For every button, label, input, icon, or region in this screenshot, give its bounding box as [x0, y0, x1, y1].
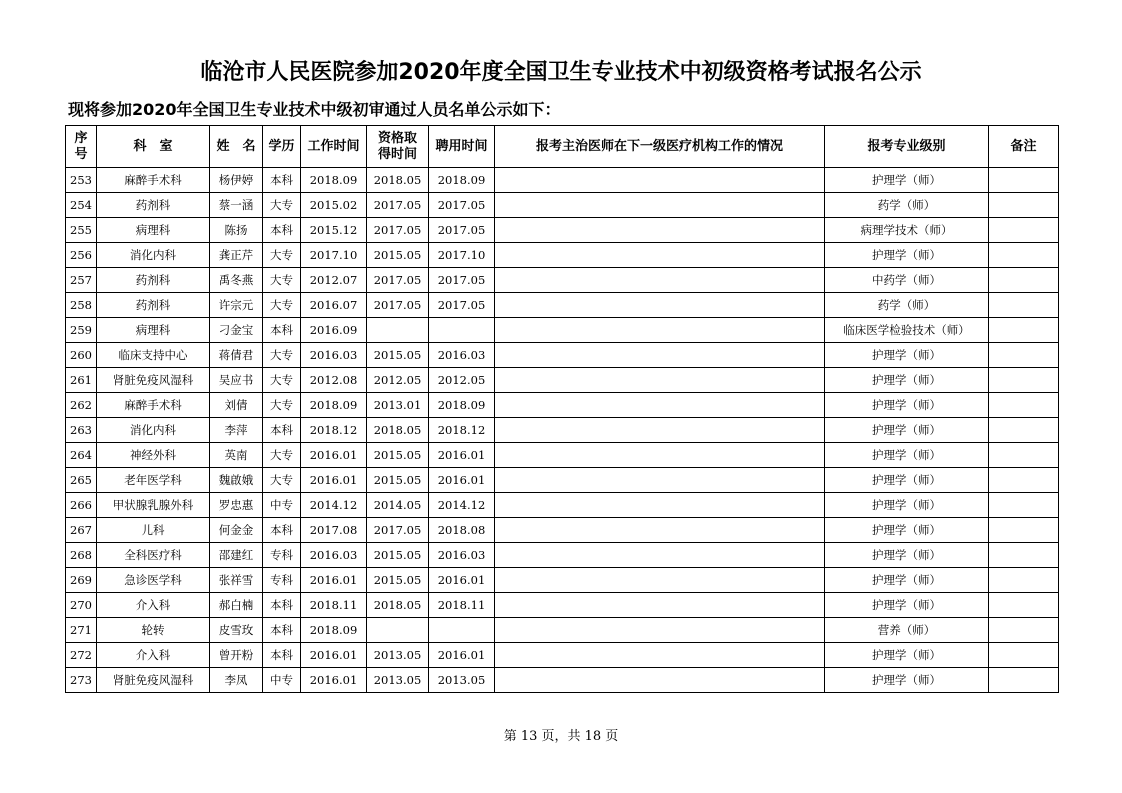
cell-hire-time: 2014.12: [429, 493, 495, 518]
cell-remark: [989, 493, 1059, 518]
cell-qual-time: 2012.05: [367, 368, 429, 393]
cell-edu: 中专: [263, 668, 301, 693]
cell-qual-time: 2017.05: [367, 518, 429, 543]
cell-dept: 儿科: [97, 518, 210, 543]
cell-edu: 大专: [263, 443, 301, 468]
cell-remark: [989, 443, 1059, 468]
cell-hire-time: [429, 618, 495, 643]
cell-lower-level: [495, 168, 825, 193]
header-dept: 科 室: [97, 126, 210, 168]
cell-edu: 大专: [263, 243, 301, 268]
cell-level: 护理学（师）: [825, 593, 989, 618]
table-row: [66, 343, 1059, 368]
cell-name: 蒋倩君: [210, 343, 263, 368]
cell-dept: 介入科: [97, 593, 210, 618]
cell-hire-time: 2016.01: [429, 468, 495, 493]
table-row: [66, 443, 1059, 468]
cell-dept: 病理科: [97, 318, 210, 343]
cell-lower-level: [495, 568, 825, 593]
cell-hire-time: 2017.10: [429, 243, 495, 268]
cell-level: 护理学（师）: [825, 168, 989, 193]
table-row: [66, 493, 1059, 518]
cell-edu: 大专: [263, 293, 301, 318]
cell-work-time: 2016.01: [301, 468, 367, 493]
cell-level: 护理学（师）: [825, 243, 989, 268]
cell-qual-time: 2015.05: [367, 243, 429, 268]
cell-qual-time: [367, 318, 429, 343]
cell-hire-time: 2016.01: [429, 443, 495, 468]
cell-level: 护理学（师）: [825, 518, 989, 543]
cell-remark: [989, 518, 1059, 543]
cell-dept: 麻醉手术科: [97, 168, 210, 193]
cell-edu: 大专: [263, 393, 301, 418]
cell-hire-time: 2016.01: [429, 643, 495, 668]
cell-qual-time: 2014.05: [367, 493, 429, 518]
cell-lower-level: [495, 643, 825, 668]
cell-name: 魏啟娥: [210, 468, 263, 493]
header-qual-time: 资格取得时间: [367, 126, 429, 168]
cell-name: 李凤: [210, 668, 263, 693]
cell-edu: 本科: [263, 418, 301, 443]
header-remarks: 备注: [989, 126, 1059, 168]
header-edu: 学历: [263, 126, 301, 168]
cell-work-time: 2015.12: [301, 218, 367, 243]
header-work-time: 工作时间: [301, 126, 367, 168]
cell-seq: 262: [66, 393, 97, 418]
cell-level: 护理学（师）: [825, 393, 989, 418]
cell-work-time: 2018.12: [301, 418, 367, 443]
cell-seq: 268: [66, 543, 97, 568]
cell-level: 护理学（师）: [825, 568, 989, 593]
cell-level: 护理学（师）: [825, 493, 989, 518]
cell-seq: 264: [66, 443, 97, 468]
cell-name: 许宗元: [210, 293, 263, 318]
cell-qual-time: 2015.05: [367, 443, 429, 468]
cell-work-time: 2016.01: [301, 643, 367, 668]
cell-work-time: 2016.03: [301, 543, 367, 568]
cell-edu: 大专: [263, 268, 301, 293]
cell-lower-level: [495, 293, 825, 318]
cell-seq: 272: [66, 643, 97, 668]
cell-dept: 老年医学科: [97, 468, 210, 493]
cell-level: 中药学（师）: [825, 268, 989, 293]
cell-hire-time: 2017.05: [429, 193, 495, 218]
cell-name: 皮雪玫: [210, 618, 263, 643]
cell-remark: [989, 193, 1059, 218]
page-title: 临沧市人民医院参加2020年度全国卫生专业技术中初级资格考试报名公示: [200, 60, 922, 85]
cell-hire-time: 2016.01: [429, 568, 495, 593]
cell-lower-level: [495, 393, 825, 418]
cell-remark: [989, 568, 1059, 593]
cell-work-time: 2016.01: [301, 568, 367, 593]
cell-level: 药学（师）: [825, 293, 989, 318]
cell-work-time: 2017.10: [301, 243, 367, 268]
cell-dept: 肾脏免疫风湿科: [97, 368, 210, 393]
cell-qual-time: 2013.05: [367, 668, 429, 693]
table-row: [66, 218, 1059, 243]
cell-remark: [989, 543, 1059, 568]
table-row: [66, 318, 1059, 343]
cell-work-time: 2016.03: [301, 343, 367, 368]
cell-level: 护理学（师）: [825, 443, 989, 468]
cell-edu: 本科: [263, 168, 301, 193]
cell-edu: 本科: [263, 518, 301, 543]
cell-seq: 258: [66, 293, 97, 318]
table-row: [66, 468, 1059, 493]
cell-hire-time: 2013.05: [429, 668, 495, 693]
cell-remark: [989, 368, 1059, 393]
table-row: [66, 643, 1059, 668]
cell-dept: 介入科: [97, 643, 210, 668]
table-row: [66, 293, 1059, 318]
cell-lower-level: [495, 243, 825, 268]
cell-level: 药学（师）: [825, 193, 989, 218]
page-subtitle: 现将参加2020年全国卫生专业技术中级初审通过人员名单公示如下：: [68, 100, 561, 119]
cell-dept: 麻醉手术科: [97, 393, 210, 418]
cell-level: 病理学技术（师）: [825, 218, 989, 243]
cell-work-time: 2018.09: [301, 168, 367, 193]
cell-work-time: 2014.12: [301, 493, 367, 518]
cell-seq: 266: [66, 493, 97, 518]
cell-edu: 本科: [263, 618, 301, 643]
applicant-table: [65, 125, 1059, 693]
cell-dept: 肾脏免疫风湿科: [97, 668, 210, 693]
header-hire-time: 聘用时间: [429, 126, 495, 168]
cell-lower-level: [495, 668, 825, 693]
cell-hire-time: 2012.05: [429, 368, 495, 393]
cell-level: 营养（师）: [825, 618, 989, 643]
cell-dept: 急诊医学科: [97, 568, 210, 593]
cell-qual-time: 2015.05: [367, 343, 429, 368]
cell-level: 护理学（师）: [825, 668, 989, 693]
cell-qual-time: 2015.05: [367, 568, 429, 593]
cell-qual-time: 2018.05: [367, 593, 429, 618]
cell-edu: 大专: [263, 193, 301, 218]
cell-name: 曾开粉: [210, 643, 263, 668]
cell-lower-level: [495, 368, 825, 393]
table-row: [66, 593, 1059, 618]
header-lower-level: 报考主治医师在下一级医疗机构工作的情况: [495, 126, 825, 168]
cell-remark: [989, 618, 1059, 643]
cell-work-time: 2017.08: [301, 518, 367, 543]
cell-hire-time: 2017.05: [429, 268, 495, 293]
cell-hire-time: 2018.12: [429, 418, 495, 443]
cell-lower-level: [495, 468, 825, 493]
cell-name: 李萍: [210, 418, 263, 443]
table-row: [66, 568, 1059, 593]
cell-work-time: 2018.11: [301, 593, 367, 618]
cell-name: 罗忠惠: [210, 493, 263, 518]
cell-edu: 大专: [263, 368, 301, 393]
cell-seq: 263: [66, 418, 97, 443]
cell-level: 护理学（师）: [825, 368, 989, 393]
cell-seq: 259: [66, 318, 97, 343]
table-row: [66, 418, 1059, 443]
page-footer: 第 13 页，共 18 页: [503, 729, 619, 744]
table-row: [66, 268, 1059, 293]
cell-lower-level: [495, 343, 825, 368]
cell-name: 刘倩: [210, 393, 263, 418]
table-row: [66, 368, 1059, 393]
cell-name: 杨伊婷: [210, 168, 263, 193]
cell-remark: [989, 468, 1059, 493]
cell-dept: 神经外科: [97, 443, 210, 468]
cell-qual-time: 2013.01: [367, 393, 429, 418]
cell-dept: 临床支持中心: [97, 343, 210, 368]
cell-seq: 260: [66, 343, 97, 368]
cell-dept: 药剂科: [97, 293, 210, 318]
table-header-row: [66, 126, 1059, 168]
cell-seq: 273: [66, 668, 97, 693]
cell-work-time: 2016.07: [301, 293, 367, 318]
table-row: [66, 668, 1059, 693]
cell-lower-level: [495, 593, 825, 618]
cell-qual-time: 2018.05: [367, 168, 429, 193]
cell-edu: 本科: [263, 218, 301, 243]
cell-qual-time: 2017.05: [367, 218, 429, 243]
cell-edu: 专科: [263, 568, 301, 593]
cell-work-time: 2018.09: [301, 618, 367, 643]
cell-work-time: 2016.01: [301, 443, 367, 468]
cell-hire-time: [429, 318, 495, 343]
cell-dept: 消化内科: [97, 418, 210, 443]
cell-remark: [989, 643, 1059, 668]
cell-dept: 甲状腺乳腺外科: [97, 493, 210, 518]
cell-dept: 轮转: [97, 618, 210, 643]
cell-lower-level: [495, 418, 825, 443]
cell-dept: 病理科: [97, 218, 210, 243]
cell-seq: 270: [66, 593, 97, 618]
cell-remark: [989, 243, 1059, 268]
cell-work-time: 2012.07: [301, 268, 367, 293]
cell-remark: [989, 343, 1059, 368]
cell-seq: 257: [66, 268, 97, 293]
cell-remark: [989, 668, 1059, 693]
cell-work-time: 2016.01: [301, 668, 367, 693]
cell-edu: 本科: [263, 643, 301, 668]
cell-name: 何金金: [210, 518, 263, 543]
header-level: 报考专业级别: [825, 126, 989, 168]
cell-remark: [989, 293, 1059, 318]
cell-level: 护理学（师）: [825, 418, 989, 443]
cell-name: 郝白楠: [210, 593, 263, 618]
cell-edu: 本科: [263, 318, 301, 343]
cell-level: 护理学（师）: [825, 343, 989, 368]
table-row: [66, 618, 1059, 643]
cell-name: 邵建红: [210, 543, 263, 568]
cell-remark: [989, 218, 1059, 243]
cell-qual-time: [367, 618, 429, 643]
cell-hire-time: 2016.03: [429, 543, 495, 568]
table-row: [66, 518, 1059, 543]
table-row: [66, 543, 1059, 568]
cell-lower-level: [495, 218, 825, 243]
cell-seq: 269: [66, 568, 97, 593]
cell-seq: 255: [66, 218, 97, 243]
cell-seq: 265: [66, 468, 97, 493]
cell-work-time: 2016.09: [301, 318, 367, 343]
cell-work-time: 2018.09: [301, 393, 367, 418]
cell-edu: 本科: [263, 593, 301, 618]
cell-qual-time: 2017.05: [367, 193, 429, 218]
header-seq: 序号: [66, 126, 97, 168]
cell-remark: [989, 593, 1059, 618]
cell-seq: 256: [66, 243, 97, 268]
cell-name: 蔡一涵: [210, 193, 263, 218]
cell-edu: 大专: [263, 343, 301, 368]
cell-level: 护理学（师）: [825, 643, 989, 668]
cell-name: 龚正芹: [210, 243, 263, 268]
cell-name: 禹冬燕: [210, 268, 263, 293]
cell-lower-level: [495, 443, 825, 468]
cell-name: 吴应书: [210, 368, 263, 393]
cell-remark: [989, 418, 1059, 443]
cell-level: 临床医学检验技术（师）: [825, 318, 989, 343]
cell-qual-time: 2015.05: [367, 543, 429, 568]
cell-remark: [989, 168, 1059, 193]
cell-edu: 专科: [263, 543, 301, 568]
cell-name: 张祥雪: [210, 568, 263, 593]
cell-remark: [989, 268, 1059, 293]
cell-hire-time: 2018.11: [429, 593, 495, 618]
table-row: [66, 243, 1059, 268]
cell-name: 英南: [210, 443, 263, 468]
cell-edu: 大专: [263, 468, 301, 493]
cell-dept: 药剂科: [97, 193, 210, 218]
cell-name: 陈扬: [210, 218, 263, 243]
cell-name: 刁金宝: [210, 318, 263, 343]
cell-remark: [989, 393, 1059, 418]
cell-seq: 253: [66, 168, 97, 193]
table-row: [66, 393, 1059, 418]
cell-qual-time: 2018.05: [367, 418, 429, 443]
cell-hire-time: 2017.05: [429, 218, 495, 243]
cell-lower-level: [495, 493, 825, 518]
cell-dept: 全科医疗科: [97, 543, 210, 568]
cell-work-time: 2012.08: [301, 368, 367, 393]
cell-hire-time: 2016.03: [429, 343, 495, 368]
cell-lower-level: [495, 268, 825, 293]
cell-lower-level: [495, 318, 825, 343]
cell-level: 护理学（师）: [825, 468, 989, 493]
cell-seq: 271: [66, 618, 97, 643]
cell-level: 护理学（师）: [825, 543, 989, 568]
cell-lower-level: [495, 518, 825, 543]
header-name: 姓 名: [210, 126, 263, 168]
cell-seq: 261: [66, 368, 97, 393]
cell-seq: 254: [66, 193, 97, 218]
cell-qual-time: 2015.05: [367, 468, 429, 493]
cell-edu: 中专: [263, 493, 301, 518]
table-row: [66, 168, 1059, 193]
cell-hire-time: 2018.08: [429, 518, 495, 543]
cell-work-time: 2015.02: [301, 193, 367, 218]
cell-seq: 267: [66, 518, 97, 543]
table-body: [66, 168, 1059, 693]
cell-lower-level: [495, 618, 825, 643]
cell-hire-time: 2017.05: [429, 293, 495, 318]
cell-qual-time: 2017.05: [367, 268, 429, 293]
cell-qual-time: 2017.05: [367, 293, 429, 318]
cell-lower-level: [495, 193, 825, 218]
cell-remark: [989, 318, 1059, 343]
cell-dept: 消化内科: [97, 243, 210, 268]
cell-dept: 药剂科: [97, 268, 210, 293]
cell-hire-time: 2018.09: [429, 168, 495, 193]
cell-hire-time: 2018.09: [429, 393, 495, 418]
cell-lower-level: [495, 543, 825, 568]
cell-qual-time: 2013.05: [367, 643, 429, 668]
table-row: [66, 193, 1059, 218]
